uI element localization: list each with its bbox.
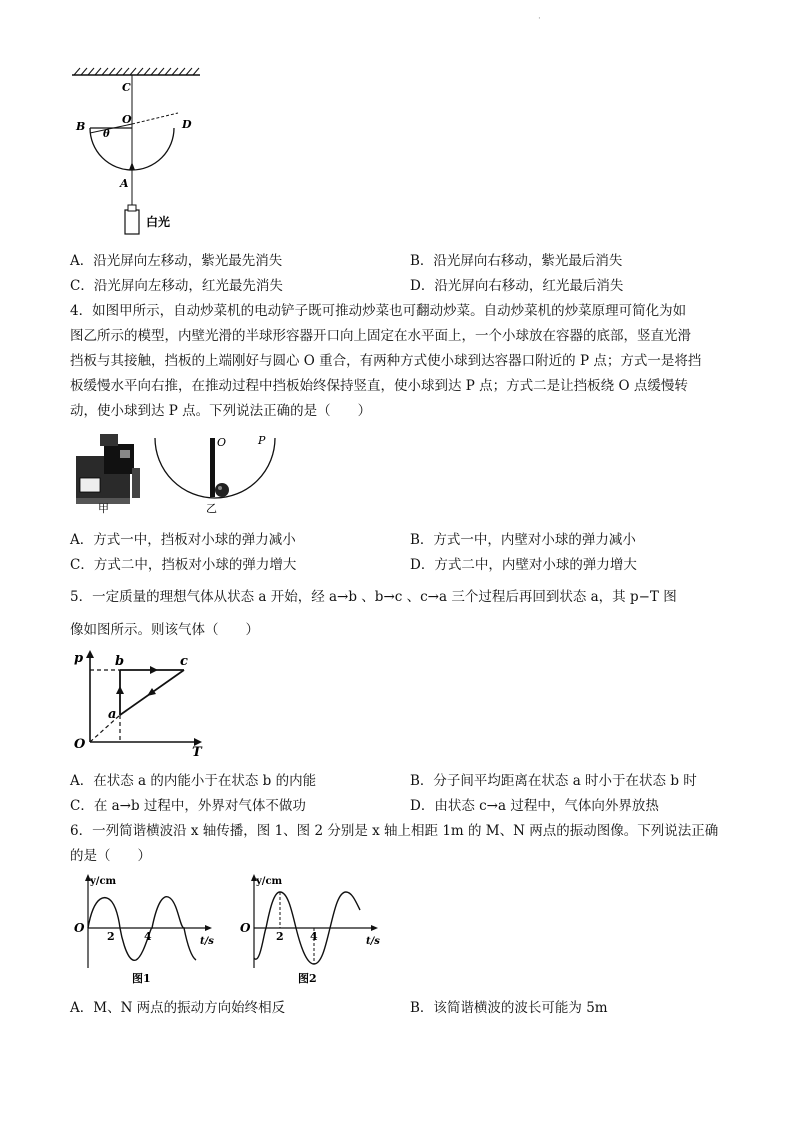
semicircle-refraction-figure xyxy=(66,62,206,240)
q6-option-b[interactable]: B．该简谐横波的波长可能为 5m xyxy=(410,1000,608,1016)
q4-stem-line3: 挡板与其接触，挡板的上端刚好与圆心 O 重合，有两种方式使小球到达容器口附近的 P 点；方式一是将挡 xyxy=(70,353,702,369)
label-D: D xyxy=(182,118,192,131)
q4-stem-line2: 图乙所示的模型，内壁光滑的半球形容器开口向上固定在水平面上，一个小球放在容器的底部，竖直光滑 xyxy=(70,328,691,344)
fig1-origin: O xyxy=(74,921,85,935)
fig1-caption: 图1 xyxy=(132,972,151,984)
q6-option-a[interactable]: A．M、N 两点的振动方向始终相反 xyxy=(70,1000,286,1016)
fig2-caption: 图2 xyxy=(298,972,317,984)
label-P: P xyxy=(258,434,266,447)
fig1-ylabel: y/cm xyxy=(90,876,117,887)
label-jia: 甲 xyxy=(98,502,109,515)
fig2-xlabel: t/s xyxy=(366,936,380,947)
q3-option-d[interactable]: D．沿光屏向右移动，红光最后消失 xyxy=(410,278,624,294)
label-O: O xyxy=(217,436,227,449)
fig2-origin: O xyxy=(240,921,251,935)
q4-stem-line5: 动，使小球到达 P 点。下列说法正确的是（ ） xyxy=(70,403,372,419)
q5-option-b[interactable]: B．分子间平均距离在状态 a 时小于在状态 b 时 xyxy=(410,773,697,789)
label-B: B xyxy=(76,120,86,133)
q3-option-b[interactable]: B．沿光屏向右移动，紫光最后消失 xyxy=(410,253,623,269)
q4-option-d[interactable]: D．方式二中，内壁对小球的弹力增大 xyxy=(410,557,637,573)
label-yi: 乙 xyxy=(206,502,217,515)
state-b-label: b xyxy=(115,654,125,669)
q6-stem-line2: 的是（ ） xyxy=(70,848,151,864)
axis-label-p: p xyxy=(74,651,84,666)
label-theta: θ xyxy=(103,129,110,140)
q3-option-c[interactable]: C．沿光屏向左移动，红光最先消失 xyxy=(70,278,283,294)
fig2-tick-4: 4 xyxy=(310,930,318,943)
q4-option-a[interactable]: A．方式一中，挡板对小球的弹力减小 xyxy=(70,532,296,548)
q5-option-c[interactable]: C．在 a→b 过程中，外界对气体不做功 xyxy=(70,798,306,814)
q4-option-b[interactable]: B．方式一中，内壁对小球的弹力减小 xyxy=(410,532,636,548)
label-C: C xyxy=(122,81,131,94)
fig1-xlabel: t/s xyxy=(200,936,214,947)
hemisphere-bowl-figure xyxy=(150,430,280,520)
label-A: A xyxy=(120,177,129,190)
q3-option-a[interactable]: A．沿光屏向左移动，紫光最先消失 xyxy=(70,253,283,269)
label-O: O xyxy=(122,113,132,126)
axis-label-t: T xyxy=(192,745,202,756)
q5-option-a[interactable]: A．在状态 a 的内能小于在状态 b 的内能 xyxy=(70,773,317,789)
q4-stem-line4: 板缓慢水平向右推，在推动过程中挡板始终保持竖直，使小球到达 P 点；方式二是让挡板绕 O 点缓慢转 xyxy=(70,378,688,394)
q4-stem-line1: 4．如图甲所示，自动炒菜机的电动铲子既可推动炒菜也可翻动炒菜。自动炒菜机的炒菜原理可简化为如 xyxy=(70,303,687,319)
fig2-tick-2: 2 xyxy=(276,930,284,943)
q5-stem-line1: 5．一定质量的理想气体从状态 a 开始，经 a→b 、b→c 、c→a 三个过程后再回到状态 a，其 p−T 图 xyxy=(70,589,677,605)
q6-stem-line1: 6．一列简谐横波沿 x 轴传播，图 1、图 2 分别是 x 轴上相距 1m 的 M、N 两点的振动图像。下列说法正确 xyxy=(70,823,719,839)
fig1-tick-4: 4 xyxy=(144,930,152,943)
top-mark: · xyxy=(538,14,541,24)
fig1-tick-2: 2 xyxy=(107,930,115,943)
state-c-label: c xyxy=(180,654,188,669)
fig2-ylabel: y/cm xyxy=(256,876,283,887)
q5-stem-line2: 像如图所示。则该气体（ ） xyxy=(70,622,259,638)
vibration-graph-1 xyxy=(72,872,222,984)
label-white-light: 白光 xyxy=(146,215,171,229)
q4-option-c[interactable]: C．方式二中，挡板对小球的弹力增大 xyxy=(70,557,297,573)
state-a-label: a xyxy=(108,707,117,722)
origin-label: O xyxy=(74,737,86,752)
cooking-machine-figure xyxy=(72,428,152,518)
p-t-diagram xyxy=(70,646,210,756)
vibration-graph-2 xyxy=(238,872,388,984)
q5-option-d[interactable]: D．由状态 c→a 过程中，气体向外界放热 xyxy=(410,798,659,814)
